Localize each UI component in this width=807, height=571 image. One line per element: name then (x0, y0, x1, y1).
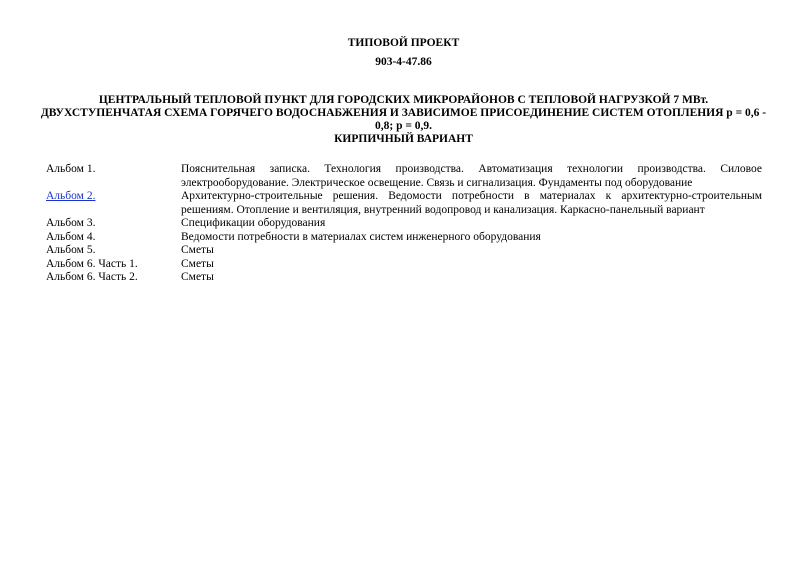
doc-number: 903-4-47.86 (375, 56, 432, 68)
doc-title-line-3: КИРПИЧНЫЙ ВАРИАНТ (334, 133, 473, 145)
album-name: Альбом 3. (46, 217, 96, 229)
doc-title-block (40, 94, 767, 146)
album-description: Сметы (181, 257, 214, 270)
album-name: Альбом 5. (46, 244, 96, 256)
album-description: Сметы (181, 244, 214, 256)
album-name: Альбом 6. Часть 1. (46, 257, 138, 270)
album-name: Альбом 4. (46, 230, 96, 243)
album-row (46, 163, 762, 190)
album-row (46, 190, 762, 217)
album-description: Архитектурно-строительные решения. Ведомости потребности в материалах к архитектурно-строительным решениям. Отопление и вентиляция, внутренний водопровод и канализация. Каркасно-панельный вариант (181, 190, 762, 216)
album-description: Пояснительная записка. Технология производства. Автоматизация технологии производства. Силовое электрооборудование. Электрическое освещение. Связь и сигнализация. Фундаменты под оборудование (181, 163, 762, 189)
doc-title-line-2: ДВУХСТУПЕНЧАТАЯ СХЕМА ГОРЯЧЕГО ВОДОСНАБЖЕНИЯ И ЗАВИСИМОЕ ПРИСОЕДИНЕНИЕ СИСТЕМ ОТОПЛЕНИЯ p = 0,6 - 0,8; p = 0,9. (40, 107, 767, 132)
album-row (46, 271, 762, 285)
album-row (46, 231, 762, 245)
album-row (46, 217, 762, 231)
album-description: Ведомости потребности в материалах систем инженерного оборудования (181, 230, 541, 243)
doc-type-heading: ТИПОВОЙ ПРОЕКТ (347, 37, 460, 49)
doc-title-line-1: ЦЕНТРАЛЬНЫЙ ТЕПЛОВОЙ ПУНКТ ДЛЯ ГОРОДСКИХ МИКРОРАЙОНОВ С ТЕПЛОВОЙ НАГРУЗКОЙ 7 МВт. (98, 94, 709, 106)
album-row (46, 258, 762, 272)
album-row (46, 244, 762, 258)
album-2-link[interactable]: Альбом 2. (46, 190, 96, 202)
album-description: Спецификации оборудования (181, 217, 326, 229)
album-name: Альбом 1. (46, 163, 96, 175)
album-name-cell (46, 190, 181, 204)
album-description: Сметы (181, 271, 214, 283)
album-list (46, 163, 762, 285)
album-name: Альбом 6. Часть 2. (46, 271, 138, 283)
